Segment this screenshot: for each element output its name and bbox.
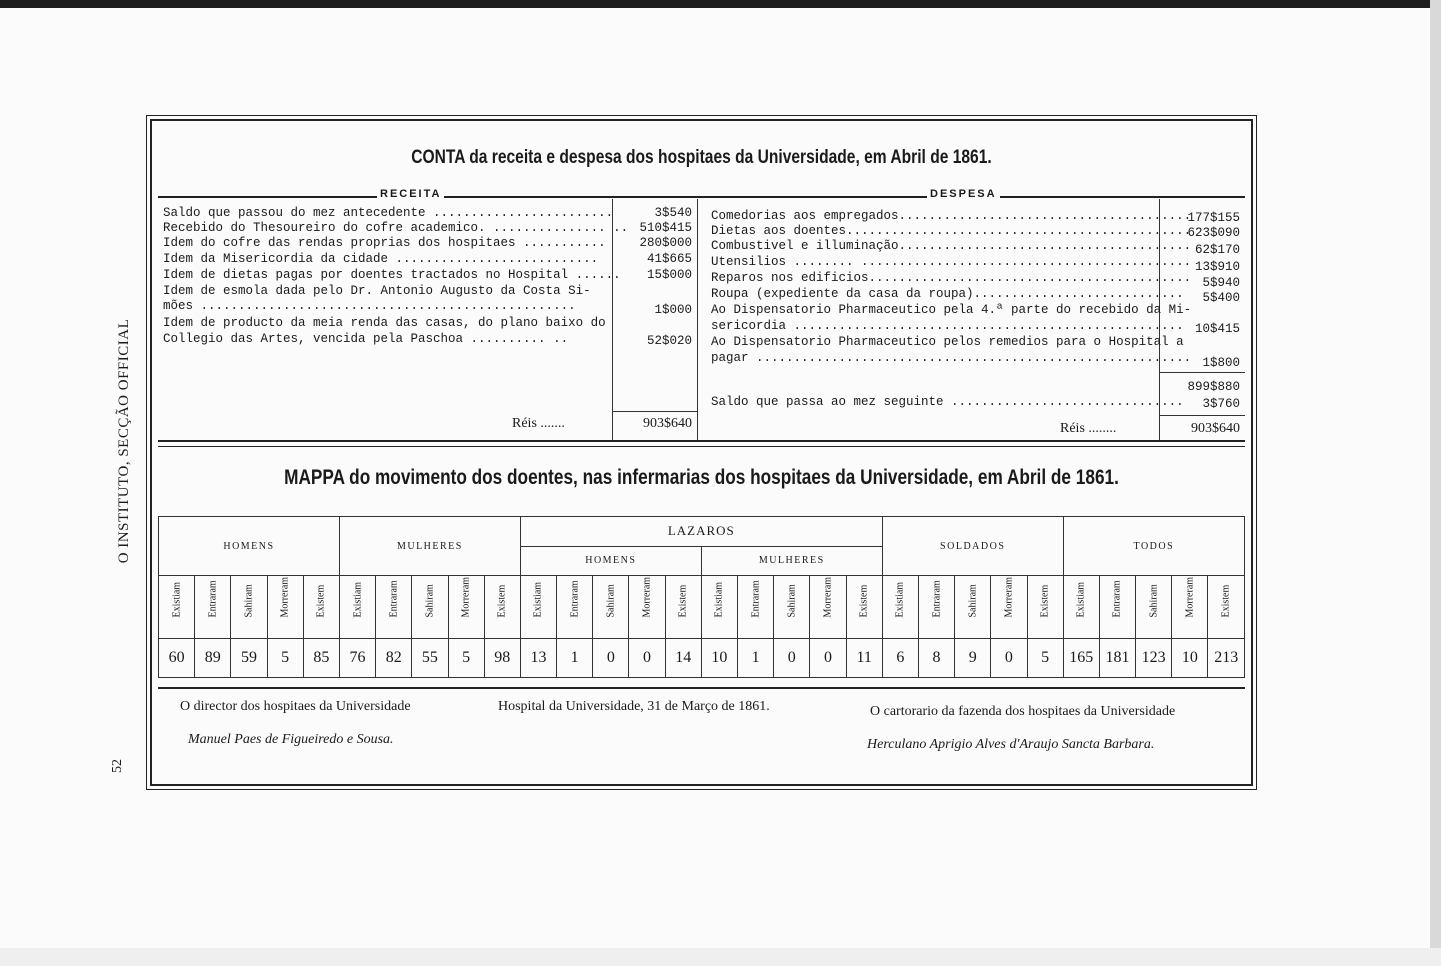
- value-cell: 6: [882, 639, 918, 678]
- page-number-text: 52: [110, 759, 125, 773]
- conta-bottom-rule-2: [158, 446, 1245, 447]
- col-header-text: Existem: [315, 584, 327, 617]
- receita-line: mões ..................................................: [163, 299, 576, 313]
- col-header: [991, 576, 1027, 639]
- conta-title: CONTA da receita e despesa dos hospitaes da Universidade, em Abril de 1861.: [411, 147, 992, 168]
- col-header-text: Existiam: [1075, 581, 1087, 617]
- values-row: [159, 639, 1245, 678]
- group-lazaros: LAZAROS: [520, 517, 882, 547]
- value-cell: 60: [159, 639, 195, 678]
- value-cell: 5: [1027, 639, 1063, 678]
- receita-line: Idem do cofre das rendas proprias dos hospitaes ...........: [163, 236, 606, 250]
- value-cell: 213: [1208, 639, 1245, 678]
- mappa-bottom-rule: [158, 687, 1245, 689]
- receita-despesa-divider: [697, 199, 698, 440]
- receita-line: Collegio das Artes, vencida pela Paschoa .......... ..: [163, 332, 569, 346]
- value-cell: 0: [629, 639, 665, 678]
- col-header: [846, 576, 882, 639]
- value-cell: 98: [484, 639, 520, 678]
- col-header-text: Entraram: [750, 579, 762, 617]
- col-header: [1208, 576, 1245, 639]
- col-header: [339, 576, 375, 639]
- receita-amount: 510$415: [639, 221, 692, 235]
- value-cell: 11: [846, 639, 882, 678]
- despesa-line: Comedorias aos empregados.......................................: [711, 209, 1192, 223]
- despesa-line: sericordia ....................................................: [711, 319, 1184, 333]
- mappa-table: [158, 516, 1245, 678]
- despesa-line: Ao Dispensatorio Pharmaceutico pela 4.ª parte do recebido da Mi-: [711, 303, 1192, 317]
- receita-total-label: Réis .......: [512, 416, 565, 431]
- receita-amount: 41$665: [646, 252, 692, 266]
- col-header-text: Existem: [1039, 584, 1051, 617]
- col-header: [701, 576, 737, 639]
- despesa-line: pagar ..........................................................: [711, 351, 1192, 365]
- conta-bottom-rule: [158, 440, 1245, 442]
- value-cell: 14: [665, 639, 701, 678]
- col-header-text: Entraram: [931, 579, 943, 617]
- col-header-text: Entraram: [207, 579, 219, 617]
- col-header-text: Morreram: [1003, 576, 1015, 617]
- value-cell: 55: [412, 639, 448, 678]
- saldo-amount: 3$760: [1202, 397, 1240, 411]
- group-todos: TODOS: [1063, 517, 1244, 576]
- value-cell: 1: [738, 639, 774, 678]
- col-header-text: Sahiram: [605, 583, 617, 617]
- receita-total-rule: [612, 411, 697, 412]
- col-header-text: Existem: [858, 584, 870, 617]
- cartorario-title: O cartorario da fazenda dos hospitaes da Universidade: [870, 704, 1176, 719]
- col-header: [303, 576, 339, 639]
- receita-line: Idem de dietas pagas por doentes tractados no Hospital ......: [163, 268, 621, 282]
- value-cell: 82: [376, 639, 412, 678]
- col-header-text: Existem: [496, 584, 508, 617]
- col-header: [774, 576, 810, 639]
- col-header: [484, 576, 520, 639]
- col-header-text: Sahiram: [243, 583, 255, 617]
- value-cell: 165: [1063, 639, 1099, 678]
- col-header: [918, 576, 954, 639]
- receita-line: Idem de producto da meia renda das casas, do plano baixo do: [163, 316, 606, 330]
- director-title: O director dos hospitaes da Universidade: [180, 699, 411, 714]
- despesa-subtotal-rule: [1159, 372, 1245, 373]
- col-header: [195, 576, 231, 639]
- scan-right-edge: [1430, 0, 1441, 966]
- receita-line: Saldo que passou do mez antecedente ........................: [163, 206, 614, 220]
- value-cell: 5: [448, 639, 484, 678]
- col-header: [882, 576, 918, 639]
- receita-line: Idem de esmola dada pelo Dr. Antonio Augusto da Costa Si-: [163, 284, 591, 298]
- col-header: [629, 576, 665, 639]
- place-date: Hospital da Universidade, 31 de Março de 1861.: [498, 699, 770, 714]
- col-header-text: Existiam: [713, 581, 725, 617]
- despesa-line: Utensilios ........ ............................................: [711, 255, 1192, 269]
- col-header-text: Morreram: [279, 576, 291, 617]
- despesa-amount: 5$400: [1202, 291, 1240, 305]
- col-header-text: Existiam: [352, 581, 364, 617]
- col-header: [267, 576, 303, 639]
- receita-total: 903$640: [643, 416, 692, 431]
- receita-header: RECEITA: [377, 188, 444, 200]
- director-signature: Manuel Paes de Figueiredo e Sousa.: [188, 732, 394, 747]
- despesa-amount: 1$800: [1202, 356, 1240, 370]
- despesa-total: 903$640: [1191, 421, 1240, 436]
- col-header-text: Entraram: [569, 579, 581, 617]
- col-header: [1172, 576, 1208, 639]
- value-cell: 123: [1136, 639, 1172, 678]
- col-header: [231, 576, 267, 639]
- value-cell: 0: [593, 639, 629, 678]
- scan-top-border: [0, 0, 1441, 8]
- value-cell: 8: [918, 639, 954, 678]
- despesa-amount: 5$940: [1202, 276, 1240, 290]
- col-header: [738, 576, 774, 639]
- group-mulheres: MULHERES: [339, 517, 520, 576]
- col-header: [1027, 576, 1063, 639]
- despesa-amount: 13$910: [1194, 260, 1240, 274]
- value-cell: 5: [267, 639, 303, 678]
- lazaros-mulheres: MULHERES: [701, 546, 882, 576]
- col-header: [520, 576, 556, 639]
- value-cell: 0: [991, 639, 1027, 678]
- conta-header-rule: [158, 196, 1245, 198]
- receita-amount: 15$000: [646, 268, 692, 282]
- despesa-line: Reparos nos edificios...........................................: [711, 271, 1192, 285]
- col-header: [1099, 576, 1135, 639]
- saldo-line: Saldo que passa ao mez seguinte ...............................: [711, 395, 1184, 409]
- col-header-text: Sahiram: [424, 583, 436, 617]
- despesa-subtotal: 899$880: [1187, 380, 1240, 394]
- despesa-header: DESPESA: [927, 188, 1000, 200]
- col-header-text: Morreram: [822, 576, 834, 617]
- col-header-text: Morreram: [641, 576, 653, 617]
- receita-amount: 3$540: [654, 206, 692, 220]
- despesa-line: Roupa (expediente da casa da roupa)............................: [711, 287, 1184, 301]
- col-header: [1136, 576, 1172, 639]
- col-header: [810, 576, 846, 639]
- col-header-text: Existem: [677, 584, 689, 617]
- column-headers: [159, 576, 1245, 639]
- running-head-text: O INSTITUTO, SECÇÃO OFFICIAL: [116, 318, 132, 564]
- receita-line: Idem da Misericordia da cidade ...........................: [163, 252, 599, 266]
- value-cell: 59: [231, 639, 267, 678]
- value-cell: 0: [810, 639, 846, 678]
- col-header: [557, 576, 593, 639]
- col-header: [955, 576, 991, 639]
- col-header-text: Morreram: [1184, 576, 1196, 617]
- col-header: [376, 576, 412, 639]
- col-header: [412, 576, 448, 639]
- page-number: [105, 758, 131, 778]
- despesa-line: Ao Dispensatorio Pharmaceutico pelos remedios para o Hospital a: [711, 335, 1184, 349]
- col-header: [1063, 576, 1099, 639]
- cartorario-signature: Herculano Aprigio Alves d'Araujo Sancta Barbara.: [867, 737, 1155, 752]
- value-cell: 181: [1099, 639, 1135, 678]
- document-frame: [150, 119, 1253, 786]
- value-cell: 89: [195, 639, 231, 678]
- value-cell: 13: [520, 639, 556, 678]
- col-header-text: Entraram: [1111, 579, 1123, 617]
- col-header-text: Entraram: [388, 579, 400, 617]
- col-header: [448, 576, 484, 639]
- col-header-text: Existiam: [171, 581, 183, 617]
- despesa-amount: 177$155: [1187, 211, 1240, 225]
- despesa-amount: 62$170: [1194, 243, 1240, 257]
- value-cell: 0: [774, 639, 810, 678]
- receita-amount: 1$000: [654, 303, 692, 317]
- col-header-text: Existiam: [894, 581, 906, 617]
- col-header-text: Existem: [1220, 584, 1232, 617]
- group-soldados: SOLDADOS: [882, 517, 1063, 576]
- receita-amount: 52$020: [646, 334, 692, 348]
- col-header-text: Sahiram: [1148, 583, 1160, 617]
- value-cell: 10: [701, 639, 737, 678]
- col-header: [159, 576, 195, 639]
- scan-bottom-edge: [0, 948, 1441, 966]
- lazaros-homens: HOMENS: [520, 546, 701, 576]
- despesa-line: Combustivel e illuminação.......................................: [711, 239, 1192, 253]
- despesa-total-label: Réis ........: [1060, 421, 1117, 436]
- despesa-line: Dietas aos doentes..............................................: [711, 224, 1192, 238]
- col-header-text: Morreram: [460, 576, 472, 617]
- value-cell: 9: [955, 639, 991, 678]
- value-cell: 1: [557, 639, 593, 678]
- col-header: [593, 576, 629, 639]
- mappa-title: MAPPA do movimento dos doentes, nas infermarias dos hospitaes da Universidade, em Abril de 1861.: [284, 466, 1119, 489]
- group-homens: HOMENS: [159, 517, 340, 576]
- despesa-amount: 623$090: [1187, 226, 1240, 240]
- col-header-text: Sahiram: [786, 583, 798, 617]
- despesa-total-rule: [1159, 415, 1245, 416]
- col-header-text: Existiam: [532, 581, 544, 617]
- value-cell: 76: [339, 639, 375, 678]
- value-cell: 85: [303, 639, 339, 678]
- col-header: [665, 576, 701, 639]
- running-head: [112, 300, 142, 590]
- despesa-amount: 10$415: [1194, 322, 1240, 336]
- receita-amount: 280$000: [639, 236, 692, 250]
- receita-line: Recebido do Thesoureiro do cofre academico. ............... ..: [163, 221, 629, 235]
- col-header-text: Sahiram: [967, 583, 979, 617]
- value-cell: 10: [1172, 639, 1208, 678]
